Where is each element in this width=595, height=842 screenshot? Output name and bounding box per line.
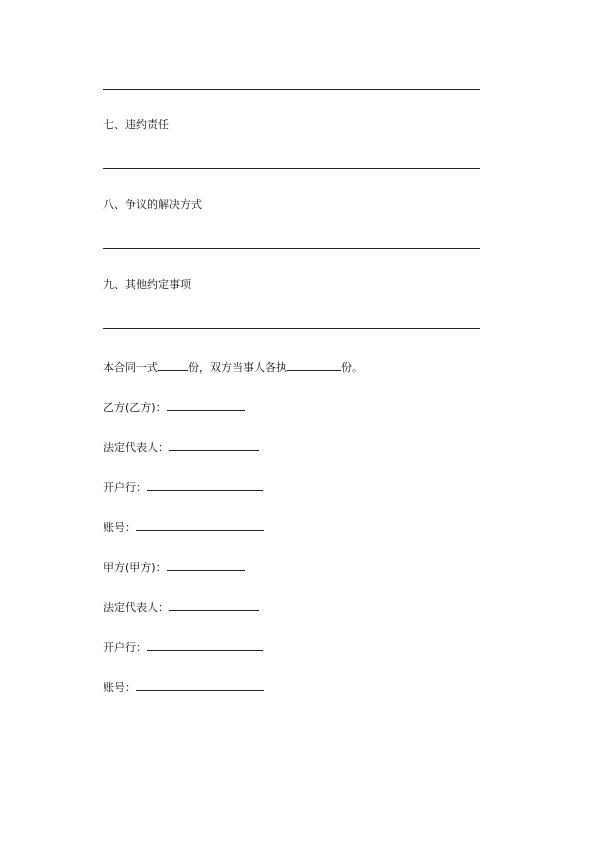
fill-in-line	[103, 89, 480, 90]
party-b-account-row	[103, 518, 264, 535]
party-b-account-blank[interactable]	[136, 518, 264, 531]
fill-in-line	[103, 248, 480, 249]
party-a-account-label: 账号：	[103, 681, 136, 694]
party-b-name-label: 乙方(乙方)：	[103, 401, 167, 414]
party-b-name-blank[interactable]	[167, 398, 245, 411]
party-b-bank-label: 开户行：	[103, 481, 147, 494]
section-heading-other-matters: 九、其他约定事项	[103, 278, 191, 291]
fill-in-line	[103, 168, 480, 169]
party-b-rep-row	[103, 438, 259, 455]
party-a-account-row	[103, 678, 264, 695]
party-a-name-row	[103, 558, 245, 575]
party-a-name-label: 甲方(甲方)：	[103, 561, 167, 574]
party-b-bank-blank[interactable]	[147, 478, 263, 491]
party-b-rep-label: 法定代表人：	[103, 441, 169, 454]
party-a-rep-blank[interactable]	[169, 598, 259, 611]
party-b-account-label: 账号：	[103, 521, 136, 534]
section-heading-breach-liability: 七、违约责任	[103, 118, 169, 131]
party-a-name-blank[interactable]	[167, 558, 245, 571]
copies-text-middle: 份，双方当事人各执	[188, 361, 287, 374]
party-b-name-row	[103, 398, 245, 415]
copies-clause	[103, 358, 363, 375]
party-a-rep-label: 法定代表人：	[103, 601, 169, 614]
party-a-account-blank[interactable]	[136, 678, 264, 691]
copies-total-blank[interactable]	[158, 358, 188, 371]
party-b-rep-blank[interactable]	[169, 438, 259, 451]
fill-in-line	[103, 328, 480, 329]
section-heading-dispute-resolution: 八、争议的解决方式	[103, 198, 202, 211]
party-a-bank-row	[103, 638, 263, 655]
party-a-bank-label: 开户行：	[103, 641, 147, 654]
copies-text-start: 本合同一式	[103, 361, 158, 374]
party-b-bank-row	[103, 478, 263, 495]
party-a-bank-blank[interactable]	[147, 638, 263, 651]
party-a-rep-row	[103, 598, 259, 615]
copies-text-end: 份。	[341, 361, 363, 374]
copies-each-blank[interactable]	[287, 358, 341, 371]
